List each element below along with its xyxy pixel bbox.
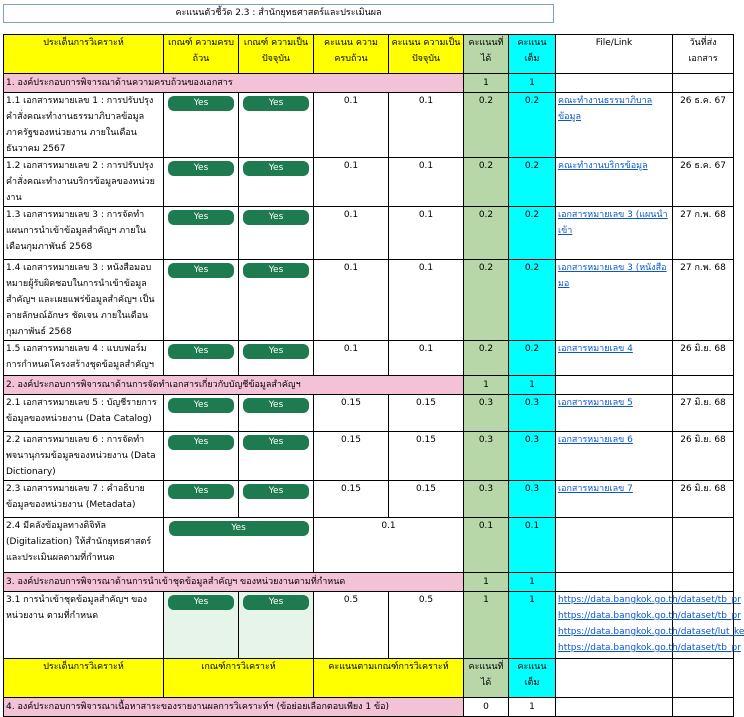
yes-status-pill: Yes: [243, 210, 309, 225]
header2-criteria: เกณฑ์การวิเคราะห์: [164, 659, 314, 698]
criteria-current-cell: [239, 592, 314, 659]
criteria-label: 2.3 เอกสารหมายเลข 7 : คำอธิบายข้อมูลของหน่วยงาน (Metadata): [4, 481, 164, 518]
file-link[interactable]: เอกสารหมายเลข 3 (แผนนำเข้า: [556, 207, 673, 260]
yes-status-pill: Yes: [169, 521, 309, 536]
criteria-label: 2.1 เอกสารหมายเลข 5 : บัญชีรายการข้อมูลของหน่วยงาน (Data Catalog): [4, 395, 164, 432]
criteria-label: 1.5 เอกสารหมายเลข 4 : แบบฟอร์มการกำหนดโครงสร้างชุดข้อมูลสำคัญฯ: [4, 341, 164, 376]
score-current: 0.1: [389, 341, 464, 376]
yes-status-pill: Yes: [168, 161, 234, 176]
score-full: 0.2: [509, 341, 556, 376]
criteria-label: 1.1 เอกสารหมายเลข 1 : การปรับปรุงคำสั่งคณะทำงานธรรมาภิบาลข้อมูลภาครัฐของหน่วยงาน ภายในเดือนธันวาคม 2567: [4, 93, 164, 158]
file-link[interactable]: เอกสารหมายเลข 4: [556, 341, 673, 376]
score-got: 0.3: [464, 395, 509, 432]
section-row: [4, 573, 734, 592]
section-score-full: 1: [509, 573, 556, 592]
header-score-complete: คะแนน ความครบถ้วน: [314, 35, 389, 74]
section-link-cell: [556, 376, 673, 395]
file-link[interactable]: https://data.bangkok.go.th/dataset/tb_pr: [558, 595, 741, 605]
file-links-cell: [556, 592, 744, 659]
file-link[interactable]: เอกสารหมายเลข 7: [556, 481, 673, 518]
score-complete: 0.15: [314, 432, 389, 481]
section-row: [4, 376, 734, 395]
file-link: [556, 518, 673, 573]
date-sent: [673, 518, 734, 573]
date-sent: 26 ธ.ค. 67: [673, 93, 734, 158]
yes-status-pill: Yes: [243, 96, 309, 111]
section-title: 2. องค์ประกอบการพิจารณาด้านการจัดทำเอกสารเกี่ยวกับบัญชีข้อมูลสำคัญฯ: [4, 376, 464, 395]
score-table: [3, 34, 744, 717]
table-row: [4, 481, 734, 518]
yes-status-pill: Yes: [243, 161, 309, 176]
score-current: 0.1: [389, 158, 464, 207]
score-merged: 0.1: [314, 518, 464, 573]
score-current: 0.15: [389, 395, 464, 432]
header-issue: ประเด็นการวิเคราะห์: [4, 35, 164, 74]
header-crit-current: เกณฑ์ ความเป็นปัจจุบัน: [239, 35, 314, 74]
header-row-2: [4, 659, 734, 698]
score-current: 0.5: [389, 592, 464, 659]
header2-issue: ประเด็นการวิเคราะห์: [4, 659, 164, 698]
score-complete: 0.1: [314, 93, 389, 158]
score-full: 0.3: [509, 395, 556, 432]
section-score-got: 1: [464, 74, 509, 93]
yes-status-pill: Yes: [168, 96, 234, 111]
yes-status-pill: Yes: [243, 398, 309, 413]
score-complete: 0.15: [314, 481, 389, 518]
file-link[interactable]: https://data.bangkok.go.th/dataset/tb_pr: [558, 643, 741, 653]
section-date-cell: [673, 698, 734, 717]
file-link[interactable]: https://data.bangkok.go.th/dataset/tb_pr: [558, 611, 741, 621]
header2-score-got: คะแนนที่ได้: [464, 659, 509, 698]
score-full: 0.1: [509, 518, 556, 573]
score-got: 0.2: [464, 341, 509, 376]
section-link-cell: [556, 74, 673, 93]
criteria-current-cell: [239, 158, 314, 207]
yes-status-pill: Yes: [243, 263, 309, 278]
criteria-current-cell: [239, 395, 314, 432]
score-complete: 0.1: [314, 207, 389, 260]
table-row: [4, 158, 734, 207]
section-link-cell: [556, 698, 673, 717]
score-current: 0.1: [389, 260, 464, 341]
section-row: [4, 698, 734, 717]
header-score-current: คะแนน ความเป็นปัจจุบัน: [389, 35, 464, 74]
table-row: [4, 93, 734, 158]
score-complete: 0.5: [314, 592, 389, 659]
criteria-complete-cell: [164, 158, 239, 207]
criteria-complete-cell: [164, 207, 239, 260]
table-row: [4, 341, 734, 376]
criteria-complete-cell: [164, 395, 239, 432]
criteria-current-cell: [239, 207, 314, 260]
file-link[interactable]: https://data.bangkok.go.th/dataset/lut_ke: [558, 627, 744, 637]
score-full: 0.2: [509, 207, 556, 260]
date-sent: 26 มิ.ย. 68: [673, 432, 734, 481]
criteria-complete-cell: [164, 93, 239, 158]
section-row: [4, 74, 734, 93]
criteria-current-cell: [239, 432, 314, 481]
table-row: [4, 207, 734, 260]
score-current: 0.1: [389, 93, 464, 158]
score-current: 0.1: [389, 207, 464, 260]
criteria-complete-cell: [164, 481, 239, 518]
score-current: 0.15: [389, 432, 464, 481]
file-link[interactable]: เอกสารหมายเลข 3 (หนังสือมอ: [556, 260, 673, 341]
header-crit-complete: เกณฑ์ ความครบถ้วน: [164, 35, 239, 74]
criteria-current-cell: [239, 93, 314, 158]
score-complete: 0.1: [314, 341, 389, 376]
yes-status-pill: Yes: [168, 344, 234, 359]
date-sent: 26 มิ.ย. 68: [673, 341, 734, 376]
score-got: 0.2: [464, 158, 509, 207]
score-full: 0.2: [509, 260, 556, 341]
criteria-label: 1.2 เอกสารหมายเลข 2 : การปรับปรุงคำสั่งคณะทำงานบริกรข้อมูลของหน่วยงาน: [4, 158, 164, 207]
section-title: 1. องค์ประกอบการพิจารณาด้านความครบถ้วนของเอกสาร: [4, 74, 464, 93]
criteria-current-cell: [239, 341, 314, 376]
criteria-label: 1.4 เอกสารหมายเลข 3 : หนังสือมอบหมายผู้รับผิดชอบในการนำเข้าข้อมูลสำคัญฯ และเผยแพร่ข้อมูลสำคัญฯ เป็นลายลักษณ์อักษร ชัดเจน ภายในเดือนกุมภาพันธ์ 2568: [4, 260, 164, 341]
section-score-got: 0: [464, 698, 509, 717]
yes-status-pill: Yes: [168, 263, 234, 278]
sheet-title: คะแนนตัวชี้วัด 2.3 : สำนักยุทธศาสตร์และประเมินผล: [3, 4, 554, 23]
section-date-cell: [673, 74, 734, 93]
criteria-current-cell: [239, 260, 314, 341]
table-row: [4, 432, 734, 481]
score-got: 0.2: [464, 93, 509, 158]
section-link-cell: [556, 573, 673, 592]
score-full: 0.3: [509, 432, 556, 481]
score-complete: 0.1: [314, 158, 389, 207]
criteria-complete-cell: [164, 341, 239, 376]
header-score-got: คะแนนที่ได้: [464, 35, 509, 74]
yes-status-pill: Yes: [168, 435, 234, 450]
criteria-label: 1.3 เอกสารหมายเลข 3 : การจัดทำแผนการนำเข้าข้อมูลสำคัญฯ ภายในเดือนกุมภาพันธ์ 2568: [4, 207, 164, 260]
header-file-link: File/Link: [556, 35, 673, 74]
criteria-label: 2.2 เอกสารหมายเลข 6 : การจัดทำพจนานุกรมข้อมูลของหน่วยงาน (Data Dictionary): [4, 432, 164, 481]
score-current: 0.15: [389, 481, 464, 518]
yes-status-pill: Yes: [243, 595, 309, 610]
table-row: [4, 395, 734, 432]
score-got: 0.2: [464, 207, 509, 260]
section-score-got: 1: [464, 376, 509, 395]
file-link[interactable]: คณะทำงานธรรมาภิบาลข้อมูล: [556, 93, 673, 158]
score-got: 0.3: [464, 432, 509, 481]
score-got: 0.2: [464, 260, 509, 341]
yes-status-pill: Yes: [243, 484, 309, 499]
criteria-complete-cell: [164, 432, 239, 481]
date-sent: 27 ก.พ. 68: [673, 207, 734, 260]
yes-status-pill: Yes: [243, 435, 309, 450]
score-full: 0.3: [509, 481, 556, 518]
section-date-cell: [673, 573, 734, 592]
date-sent: 27 ก.พ. 68: [673, 260, 734, 341]
score-got: 0.1: [464, 518, 509, 573]
header2-score-by-criteria: คะแนนตามเกณฑ์การวิเคราะห์: [314, 659, 464, 698]
date-sent: 26 ธ.ค. 67: [673, 158, 734, 207]
section-title: 3. องค์ประกอบการพิจารณาด้านการนำเข้าชุดข้อมูลสำคัญฯ ของหน่วยงานตามที่กำหนด: [4, 573, 464, 592]
score-full: 0.2: [509, 158, 556, 207]
criteria-complete-cell: [164, 260, 239, 341]
section-score-full: 1: [509, 376, 556, 395]
file-link[interactable]: เอกสารหมายเลข 6: [556, 432, 673, 481]
score-complete: 0.15: [314, 395, 389, 432]
score-got: 0.3: [464, 481, 509, 518]
file-link[interactable]: คณะทำงานบริกรข้อมูล: [556, 158, 673, 207]
criteria-complete-cell: [164, 592, 239, 659]
yes-status-pill: Yes: [168, 210, 234, 225]
score-complete: 0.1: [314, 260, 389, 341]
date-sent: 27 มิ.ย. 68: [673, 395, 734, 432]
header2-empty: [556, 659, 673, 698]
header-date-sent: วันที่ส่งเอกสาร: [673, 35, 734, 74]
section-score-got: 1: [464, 573, 509, 592]
criteria-current-cell: [239, 481, 314, 518]
score-full: 1: [509, 592, 556, 659]
table-row: [4, 260, 734, 341]
yes-status-pill: Yes: [168, 398, 234, 413]
header2-score-full: คะแนนเต็ม: [509, 659, 556, 698]
criteria-merged-cell: [164, 518, 314, 573]
table-row: [4, 592, 734, 659]
date-sent: 26 มิ.ย. 68: [673, 481, 734, 518]
section-title: 4. องค์ประกอบการพิจารณาเนื้อหาสาระของรายงานผลการวิเคราะห์ฯ (ข้อย่อยเลือกตอบเพียง 1 ข้อ): [4, 698, 464, 717]
section-score-full: 1: [509, 698, 556, 717]
yes-status-pill: Yes: [243, 344, 309, 359]
score-got: 1: [464, 592, 509, 659]
header-score-full: คะแนนเต็ม: [509, 35, 556, 74]
criteria-label: 2.4 มีคลังข้อมูลทางดิจิทัล (Digitalization) ให้สำนักยุทธศาสตร์และประเมินผลตามที่กำหนด: [4, 518, 164, 573]
table-row: [4, 518, 734, 573]
criteria-label: 3.1 การนำเข้าชุดข้อมูลสำคัญฯ ของหน่วยงาน ตามที่กำหนด: [4, 592, 164, 659]
yes-status-pill: Yes: [168, 484, 234, 499]
section-date-cell: [673, 376, 734, 395]
header-row: [4, 35, 734, 74]
section-score-full: 1: [509, 74, 556, 93]
header2-empty: [673, 659, 734, 698]
file-link[interactable]: เอกสารหมายเลข 5: [556, 395, 673, 432]
score-full: 0.2: [509, 93, 556, 158]
yes-status-pill: Yes: [168, 595, 234, 610]
